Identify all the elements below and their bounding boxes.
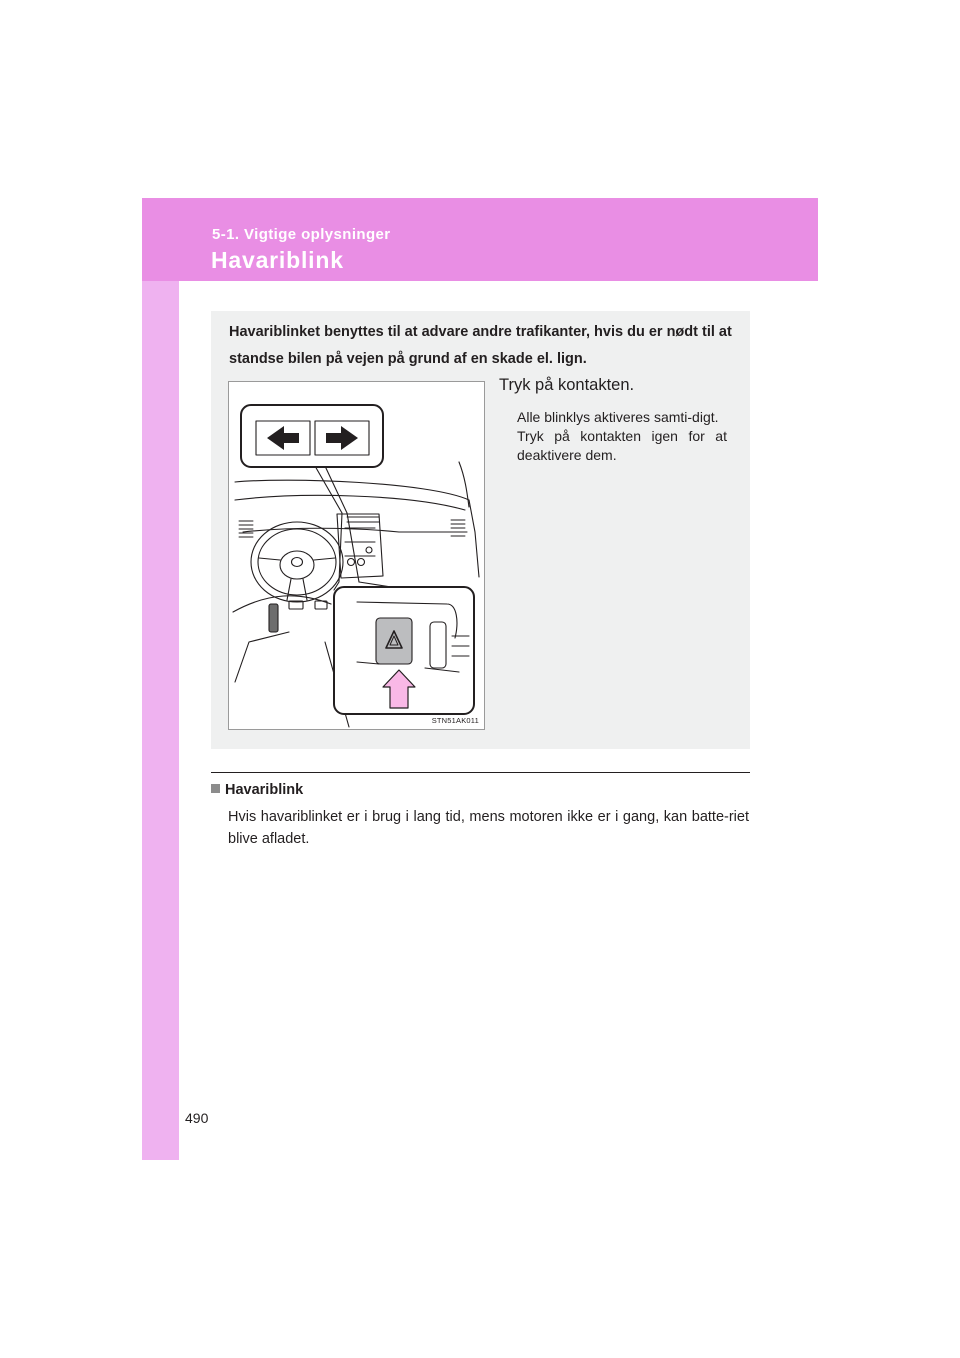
step-description [517,408,727,465]
steering-wheel [251,522,343,602]
intro-text: Havariblinket benyttes til at advare andre trafikanter, hvis du er nødt til at standse bilen på vejen på grund af en skade el. lign. [229,324,732,367]
note-body: Hvis havariblinket er i brug i lang tid, mens motoren ikke er i gang, kan batte-riet blive afladet. [228,809,749,847]
step-line-2: Tryk på kontakten igen for at deaktivere dem. [517,428,727,463]
hazard-switch-callout [334,587,474,714]
turn-signal-callout [241,405,383,467]
step-title: Tryk på kontakten. [499,376,635,394]
section-label: 5-1. Vigtige oplysninger [212,226,391,243]
page-number: 490 [185,1110,209,1126]
dashboard-illustration [228,381,485,730]
figure-code: STN51AK011 [431,716,479,725]
square-bullet-icon [211,784,220,793]
step-line-1: Alle blinklys aktiveres samti-digt. [517,409,719,425]
side-strip [142,198,179,1160]
page-title: Havariblink [211,247,344,273]
divider [211,772,750,773]
note-heading [211,782,303,798]
note-heading-text: Havariblink [225,782,304,798]
